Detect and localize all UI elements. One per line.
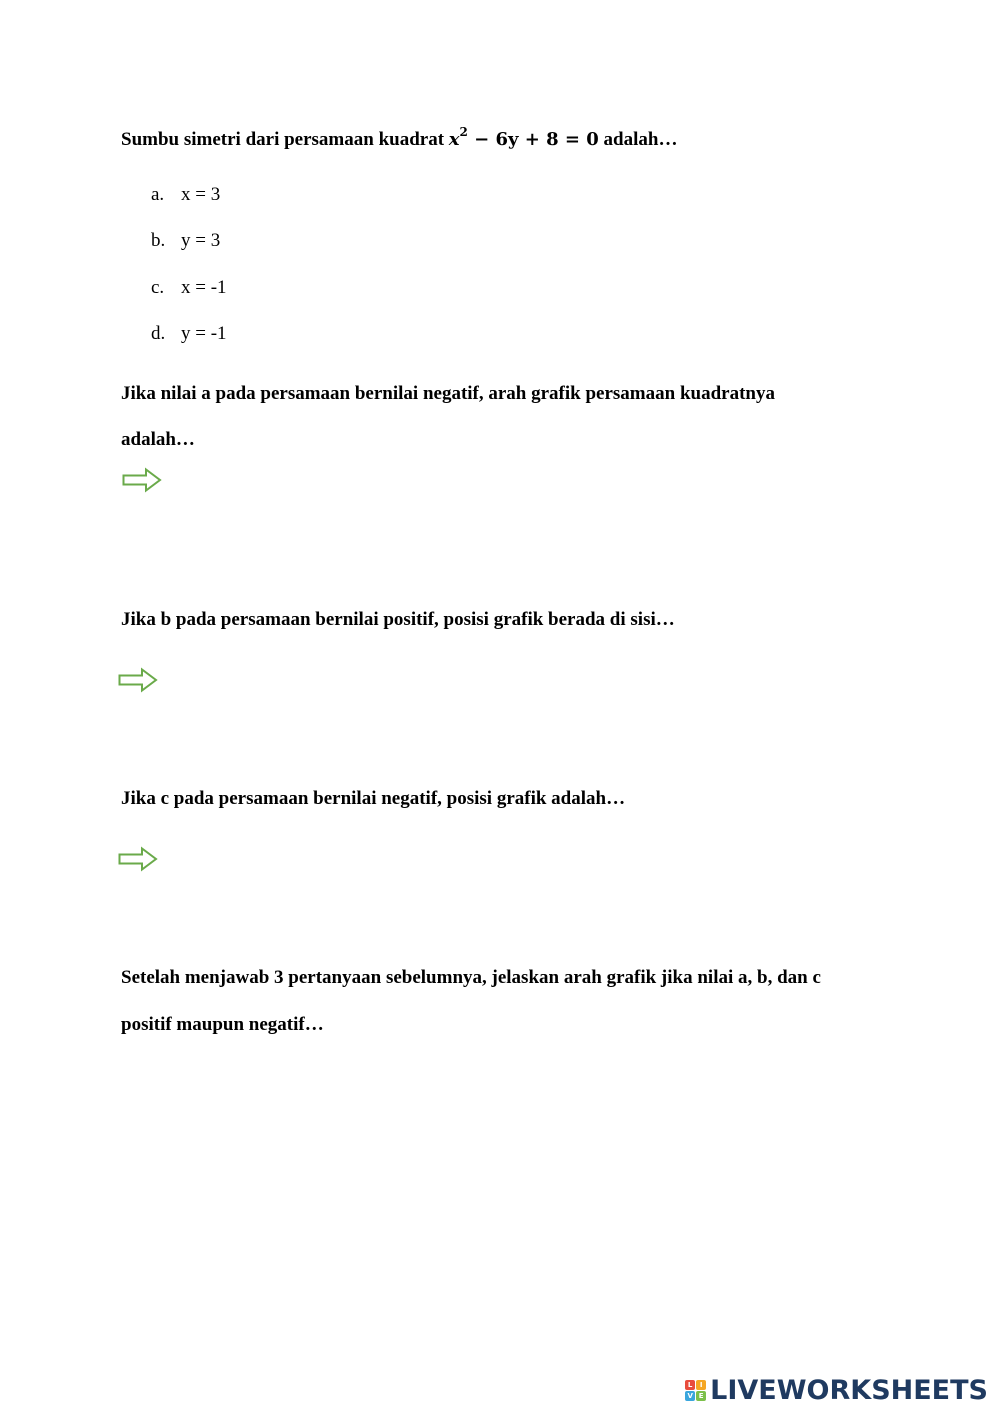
question-3-line-1: Jika b pada persamaan bernilai positif, posisi grafik berada di sisi… [121,609,675,630]
option-d[interactable] [151,322,227,346]
question-1-prompt [121,122,677,152]
question-5-line-1: Setelah menjawab 3 pertanyaan sebelumnya, jelaskan arah grafik jika nilai a, b, dan c [121,967,821,988]
option-value: y = 3 [181,230,221,251]
question-5-line-2: positif maupun negatif… [121,1014,324,1035]
right-arrow-icon [118,667,158,693]
option-b[interactable] [151,229,220,253]
question-1-suffix: adalah… [603,129,678,150]
option-value: x = -1 [181,277,227,298]
question-4-answer-field[interactable] [118,846,158,877]
option-letter: c. [151,277,165,298]
option-letter: d. [151,323,166,344]
question-4-line-1: Jika c pada persamaan bernilai negatif, posisi grafik adalah… [121,788,626,809]
liveworksheets-logo [685,1375,988,1405]
logo-text: LIVEWORKSHEETS [710,1374,988,1406]
equation: $x^2 - 6y + 8 = 0$ [448,125,599,150]
option-a[interactable] [151,183,220,207]
option-value: y = -1 [181,323,227,344]
right-arrow-icon [118,846,158,872]
question-2-answer-field[interactable] [122,467,162,498]
question-3-answer-field[interactable] [118,667,158,698]
option-letter: b. [151,230,166,251]
question-2-line-2: adalah… [121,429,195,450]
option-value: x = 3 [181,184,221,205]
question-2-line-1: Jika nilai a pada persamaan bernilai negatif, arah grafik persamaan kuadratnya [121,383,775,404]
right-arrow-icon [122,467,162,493]
option-c[interactable] [151,276,227,300]
option-letter: a. [151,184,165,205]
liveworksheets-logo-icon: L I V E [685,1380,706,1401]
question-1-text: Sumbu simetri dari persamaan kuadrat [121,129,445,150]
